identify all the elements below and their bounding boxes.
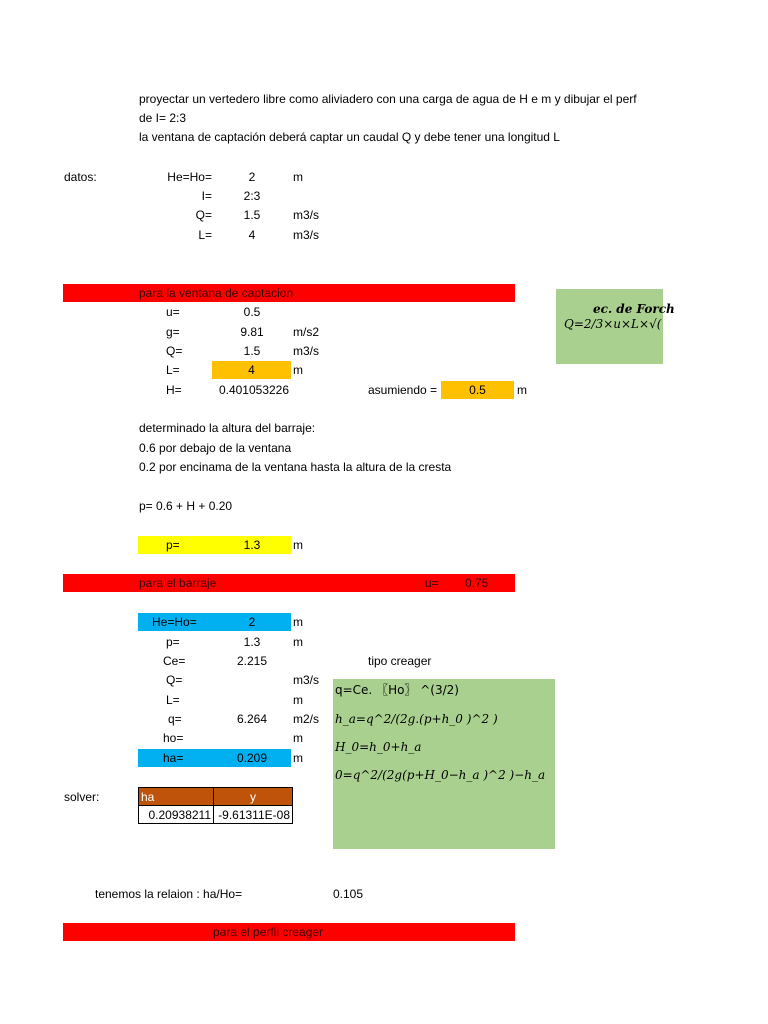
- solver-val-ha[interactable]: 0.20938211: [139, 806, 214, 824]
- he-ho-band: [138, 613, 291, 631]
- asumiendo-unit: m: [517, 383, 527, 397]
- forch-formula: Q=2/3×u×L×√(: [564, 317, 662, 331]
- barraje-name-ha: ha=: [163, 751, 184, 765]
- barraje-unit-q-unit: m2/s: [293, 712, 320, 726]
- datos-name-q: Q=: [195, 208, 212, 222]
- ventana-value-q: 1.5: [243, 344, 261, 358]
- solver-table: [138, 787, 293, 824]
- asumiendo-value[interactable]: 0.5: [441, 381, 514, 399]
- perfil-header-band: [63, 923, 515, 941]
- barraje-header-band: [63, 574, 515, 592]
- barraje-unit-l: m: [293, 693, 303, 707]
- ventana-value-h: 0.401053226: [218, 383, 290, 397]
- solver-col-ha: ha: [139, 788, 214, 806]
- barraje-text-2: 0.6 por debajo de la ventana: [139, 441, 292, 455]
- barraje-name-he: He=Ho=: [152, 615, 197, 629]
- barraje-name-l: L=: [166, 693, 180, 707]
- barraje-value-p: 1.3: [243, 635, 261, 649]
- datos-value-l: 4: [248, 228, 256, 242]
- relacion-value: 0.105: [333, 887, 364, 901]
- perfil-header: para el perfil creager: [213, 925, 324, 939]
- barraje-value-ce: 2.215: [236, 654, 268, 668]
- datos-unit-l: m3/s: [293, 228, 320, 242]
- intro-line-2: de I= 2:3: [139, 111, 187, 125]
- relacion-label: tenemos la relaion : ha/Ho=: [95, 887, 243, 901]
- barraje-unit-ha: m: [293, 751, 303, 765]
- datos-name-i: I=: [201, 189, 212, 203]
- barraje-text-1: determinado la altura del barraje:: [139, 421, 316, 435]
- p-formula: p= 0.6 + H + 0.20: [139, 499, 233, 513]
- barraje-name-ce: Ce=: [163, 654, 186, 668]
- barraje-unit-q: m3/s: [293, 673, 320, 687]
- datos-name-he: He=Ho=: [167, 170, 212, 184]
- p-label: p=: [166, 538, 180, 552]
- solver-label: solver:: [64, 790, 100, 804]
- ventana-name-q: Q=: [166, 344, 183, 358]
- barraje-name-ho: ho=: [163, 731, 184, 745]
- barraje-value-q-unit: 6.264: [236, 712, 268, 726]
- ventana-header-band: [63, 284, 515, 302]
- ventana-name-g: g=: [166, 325, 180, 339]
- ventana-name-h: H=: [166, 383, 182, 397]
- ventana-value-g: 9.81: [240, 325, 264, 339]
- ventana-value-l[interactable]: 4: [212, 361, 291, 379]
- solver-col-y: y: [214, 788, 293, 806]
- eq-ha: h_a=q^2/(2g.(p+h_0 )^2 ): [335, 712, 498, 726]
- datos-value-i: 2:3: [243, 189, 261, 203]
- ventana-value-u: 0.5: [243, 305, 261, 319]
- creager-equations-box: [333, 679, 555, 849]
- datos-unit-he: m: [293, 170, 303, 184]
- tipo-creager: tipo creager: [368, 654, 432, 668]
- eq-h0: H_0=h_0+h_a: [335, 740, 422, 754]
- p-value: 1.3: [243, 538, 261, 552]
- barraje-unit-he: m: [293, 615, 303, 629]
- intro-line-3: la ventana de captación deberá captar un caudal Q y debe tener una longitud L: [139, 130, 560, 144]
- ha-band: [138, 749, 291, 767]
- ventana-name-u: u=: [166, 305, 180, 319]
- barraje-value-ha: 0.209: [236, 751, 268, 765]
- datos-value-he: 2: [248, 170, 256, 184]
- ventana-header: para la ventana de captacion: [139, 286, 294, 300]
- barraje-value-he: 2: [248, 615, 256, 629]
- datos-value-q: 1.5: [243, 208, 261, 222]
- p-result-band: [138, 536, 291, 554]
- datos-unit-q: m3/s: [293, 208, 320, 222]
- forch-equation-box: [556, 289, 675, 364]
- forch-title: ec. de Forch: [593, 302, 675, 316]
- asumiendo-label: asumiendo =: [368, 383, 438, 397]
- ventana-unit-g: m/s2: [293, 325, 320, 339]
- barraje-u-value: 0.75: [465, 576, 489, 590]
- ventana-name-l: L=: [166, 363, 180, 377]
- eq-caudal: q=Ce. 〖Ho〗 ^(3/2): [335, 683, 459, 697]
- barraje-name-q-unit: q=: [168, 712, 182, 726]
- intro-line-1: proyectar un vertedero libre como aliviadero con una carga de agua de H e m y dibujar el perf: [139, 92, 637, 106]
- ventana-unit-q: m3/s: [293, 344, 320, 358]
- solver-val-y[interactable]: -9.61311E-08: [214, 806, 293, 824]
- barraje-text-3: 0.2 por encinama de la ventana hasta la altura de la cresta: [139, 460, 452, 474]
- barraje-name-q: Q=: [166, 673, 183, 687]
- eq-solver: 0=q^2/(2g(p+H_0−h_a )^2 )−h_a: [335, 768, 546, 782]
- barraje-header: para el barraje: [139, 576, 217, 590]
- ventana-unit-l: m: [293, 363, 303, 377]
- datos-name-l: L=: [198, 228, 212, 242]
- datos-label: datos:: [64, 170, 97, 184]
- barraje-name-p: p=: [166, 635, 180, 649]
- p-unit: m: [293, 538, 303, 552]
- barraje-unit-ho: m: [293, 731, 303, 745]
- barraje-u-label: u=: [425, 576, 439, 590]
- barraje-unit-p: m: [293, 635, 303, 649]
